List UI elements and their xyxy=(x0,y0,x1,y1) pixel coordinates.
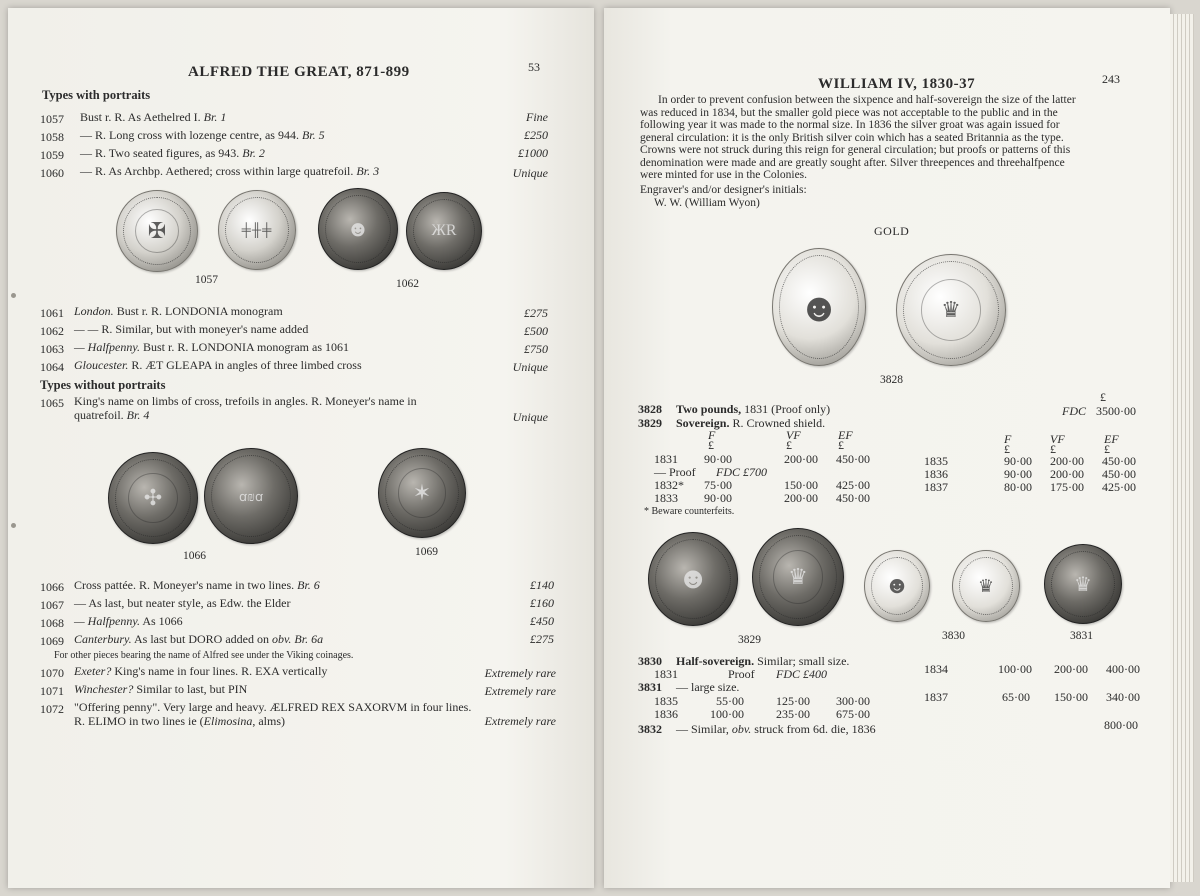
year: — Proof xyxy=(654,465,696,479)
figure-caption: 3829 xyxy=(738,634,761,646)
coin-image: ЖR xyxy=(406,192,482,270)
catalogue-value: Fine xyxy=(526,110,548,124)
year: 1835 xyxy=(654,694,678,708)
currency-symbol: £ xyxy=(1104,442,1110,456)
figure-caption: 1066 xyxy=(183,550,206,562)
coin-image: ꭤ₪ꭤ xyxy=(204,448,298,544)
catalogue-entry-continued: R. ELIMO in two lines ie (Elimosina, alms) xyxy=(74,714,285,728)
grade-header: VF xyxy=(786,428,801,442)
coin-image: ♛ xyxy=(952,550,1020,622)
catalogue-number: 1068 xyxy=(40,616,64,630)
left-page xyxy=(8,8,594,888)
coin-image: ♛ xyxy=(752,528,844,626)
price-f: 100·00 xyxy=(710,707,744,721)
intro-line: was reduced in 1834, but the smaller gold piece was not acceptable to the public and in the xyxy=(640,106,1058,119)
price-ef: 340·00 xyxy=(1106,690,1140,704)
intro-line: following year it was made to the normal size. In 1836 the silver groat was again issued for xyxy=(640,119,1060,131)
catalogue-number: 1066 xyxy=(40,580,64,594)
engraver-value: W. W. (William Wyon) xyxy=(654,197,760,209)
currency-symbol: £ xyxy=(708,438,714,452)
intro-line: Crowns were not struck during this reign for general circulation; but proofs or patterns of this xyxy=(640,144,1071,156)
coin-image: ☻ xyxy=(864,550,930,622)
catalogue-number: 1063 xyxy=(40,342,64,356)
intro-line: were minted for use in the Colonies. xyxy=(640,169,808,181)
footnote: For other pieces bearing the name of Alfred see under the Viking coinages. xyxy=(54,650,354,661)
catalogue-value: £450 xyxy=(530,614,554,628)
catalogue-value: Unique xyxy=(512,360,548,374)
right-page xyxy=(604,8,1170,888)
section-heading: Types without portraits xyxy=(40,378,166,392)
catalogue-entry: — Halfpenny. As 1066 xyxy=(74,614,183,628)
catalogue-number: 1065 xyxy=(40,396,64,410)
figure-caption: 3828 xyxy=(880,374,903,386)
catalogue-entry: "Offering penny". Very large and heavy. ÆLFRED REX SAXORVM in four lines. xyxy=(74,700,472,714)
price-f: 65·00 xyxy=(1002,690,1030,704)
proof-price: FDC £400 xyxy=(776,667,827,681)
page-number: 53 xyxy=(528,60,540,74)
catalogue-entry: Winchester? Similar to last, but PIN xyxy=(74,682,248,696)
coin-image: ♛ xyxy=(1044,544,1122,624)
catalogue-number: 1061 xyxy=(40,306,64,320)
price-vf: 200·00 xyxy=(784,452,818,466)
catalogue-number: 3831 xyxy=(638,680,662,694)
catalogue-entry: — Similar, obv. struck from 6d. die, 1836 xyxy=(676,722,876,736)
catalogue-entry: — R. Two seated figures, as 943. Br. 2 xyxy=(80,146,265,160)
catalogue-number: 1059 xyxy=(40,148,64,162)
catalogue-entry: Bust r. R. As Aethelred I. Br. 1 xyxy=(80,110,227,124)
grade-header: F xyxy=(1004,432,1012,446)
catalogue-number: 3832 xyxy=(638,722,662,736)
price-ef: 450·00 xyxy=(1102,467,1136,481)
catalogue-value: Unique xyxy=(512,166,548,180)
catalogue-value: £275 xyxy=(524,306,548,320)
catalogue-value: £160 xyxy=(530,596,554,610)
price-ef: 400·00 xyxy=(1106,662,1140,676)
figure-caption: 1062 xyxy=(396,278,419,290)
catalogue-value: Extremely rare xyxy=(484,714,556,728)
figure-caption: 1069 xyxy=(415,546,438,558)
currency-symbol: £ xyxy=(838,438,844,452)
catalogue-entry: London. Bust r. R. LONDONIA monogram xyxy=(74,304,283,318)
catalogue-value: Extremely rare xyxy=(484,684,556,698)
catalogue-value: £250 xyxy=(524,128,548,142)
binding-hole xyxy=(11,523,16,528)
year: 1835 xyxy=(924,454,948,468)
page-edges xyxy=(1170,14,1194,882)
proof-price: FDC £700 xyxy=(716,465,767,479)
price-vf: 150·00 xyxy=(1054,690,1088,704)
figure-caption: 3831 xyxy=(1070,630,1093,642)
catalogue-number: 3828 xyxy=(638,402,662,416)
catalogue-value: £500 xyxy=(524,324,548,338)
intro-line: denomination were made and are greatly sought after. Silver threepences and threehalfpence xyxy=(640,156,1065,169)
year: 1836 xyxy=(654,707,678,721)
price-vf: 125·00 xyxy=(776,694,810,708)
catalogue-value: £1000 xyxy=(518,146,548,160)
price-f: 100·00 xyxy=(998,662,1032,676)
price-f: 90·00 xyxy=(704,452,732,466)
price-ef: 675·00 xyxy=(836,707,870,721)
catalogue-number: 1067 xyxy=(40,598,64,612)
catalogue-entry: — — R. Similar, but with moneyer's name added xyxy=(74,322,309,336)
grade-header: F xyxy=(708,428,716,442)
section-heading: GOLD xyxy=(874,224,910,238)
catalogue-entry: Canterbury. As last but DORO added on obv. Br. 6a xyxy=(74,632,324,646)
year: 1831 xyxy=(654,452,678,466)
catalogue-number: 1062 xyxy=(40,324,64,338)
price-vf: 200·00 xyxy=(1054,662,1088,676)
price-ef: 425·00 xyxy=(1102,480,1136,494)
catalogue-entry: Half-sovereign. Similar; small size. xyxy=(676,654,850,668)
footnote: * Beware counterfeits. xyxy=(644,506,735,517)
catalogue-number: 1064 xyxy=(40,360,64,374)
grade-header: VF xyxy=(1050,432,1065,446)
coin-image: ☻ xyxy=(648,532,738,626)
catalogue-entry-continued: quatrefoil. Br. 4 xyxy=(74,408,150,422)
grade-header: EF xyxy=(838,428,853,442)
currency-symbol: £ xyxy=(1100,390,1106,404)
intro-paragraph xyxy=(640,94,1076,182)
catalogue-number: 1071 xyxy=(40,684,64,698)
catalogue-entry: — R. Long cross with lozenge centre, as 944. Br. 5 xyxy=(80,128,325,142)
coin-image: ✣ xyxy=(108,452,198,544)
year: 1834 xyxy=(924,662,948,676)
price-vf: 175·00 xyxy=(1050,480,1084,494)
page-title: WILLIAM IV, 1830-37 xyxy=(818,76,976,92)
catalogue-value: £750 xyxy=(524,342,548,356)
price-ef: 450·00 xyxy=(836,452,870,466)
catalogue-number: 1070 xyxy=(40,666,64,680)
price-f: 90·00 xyxy=(704,491,732,505)
year: 1837 xyxy=(924,690,948,704)
price-ef: 450·00 xyxy=(836,491,870,505)
catalogue-number: 1060 xyxy=(40,166,64,180)
price-ef: 300·00 xyxy=(836,694,870,708)
coin-image: ☻ xyxy=(772,248,866,366)
price-vf: 200·00 xyxy=(784,491,818,505)
catalogue-value: Extremely rare xyxy=(484,666,556,680)
catalogue-number: 1057 xyxy=(40,112,64,126)
currency-symbol: £ xyxy=(1050,442,1056,456)
catalogue-entry: Sovereign. R. Crowned shield. xyxy=(676,416,826,430)
page-number: 243 xyxy=(1102,72,1120,86)
intro-line: In order to prevent confusion between the sixpence and half-sovereign the size of the latter xyxy=(658,94,1076,106)
price-vf: 235·00 xyxy=(776,707,810,721)
price-f: 90·00 xyxy=(1004,454,1032,468)
year: 1831 xyxy=(654,667,678,681)
year: 1837 xyxy=(924,480,948,494)
engraver-label: Engraver's and/or designer's initials: xyxy=(640,184,807,196)
coin-image: ✶ xyxy=(378,448,466,538)
price-f: 80·00 xyxy=(1004,480,1032,494)
catalogue-entry: — R. As Archbp. Aethered; cross within large quatrefoil. Br. 3 xyxy=(80,164,380,178)
price-vf: 200·00 xyxy=(1050,454,1084,468)
section-heading: Types with portraits xyxy=(42,88,151,102)
catalogue-entry: Exeter? King's name in four lines. R. EXA vertically xyxy=(74,664,328,678)
catalogue-entry: King's name on limbs of cross, trefoils in angles. R. Moneyer's name in xyxy=(74,394,417,408)
catalogue-number: 1072 xyxy=(40,702,64,716)
price-f: 75·00 xyxy=(704,478,732,492)
catalogue-entry: Gloucester. R. ÆT GLEAPA in angles of three limbed cross xyxy=(74,358,362,372)
fdc-label: FDC xyxy=(1062,404,1086,418)
year: 1832* xyxy=(654,478,684,492)
grade-header: EF xyxy=(1104,432,1119,446)
binding-hole xyxy=(11,293,16,298)
catalogue-number: 1058 xyxy=(40,130,64,144)
proof-label: Proof xyxy=(728,667,755,681)
price-ef: 425·00 xyxy=(836,478,870,492)
catalogue-value: 3500·00 xyxy=(1096,404,1136,418)
price-ef: 450·00 xyxy=(1102,454,1136,468)
page-title: ALFRED THE GREAT, 871-899 xyxy=(188,64,410,80)
catalogue-entry: — Halfpenny. Bust r. R. LONDONIA monogram as 1061 xyxy=(74,340,349,354)
price-vf: 150·00 xyxy=(784,478,818,492)
catalogue-entry: — As last, but neater style, as Edw. the Elder xyxy=(74,596,291,610)
catalogue-value: £140 xyxy=(530,578,554,592)
currency-symbol: £ xyxy=(1004,442,1010,456)
currency-symbol: £ xyxy=(786,438,792,452)
price-f: 55·00 xyxy=(716,694,744,708)
catalogue-value: £275 xyxy=(530,632,554,646)
figure-caption: 3830 xyxy=(942,630,965,642)
coin-image: ♛ xyxy=(896,254,1006,366)
catalogue-value: 800·00 xyxy=(1104,718,1138,732)
coin-image: ☻ xyxy=(318,188,398,270)
coin-image: ╪╫╪ xyxy=(218,190,296,270)
catalogue-entry: Two pounds, 1831 (Proof only) xyxy=(676,402,831,416)
catalogue-entry: Cross pattée. R. Moneyer's name in two lines. Br. 6 xyxy=(74,578,320,592)
catalogue-value: Unique xyxy=(512,410,548,424)
catalogue-number: 3830 xyxy=(638,654,662,668)
catalogue-number: 3829 xyxy=(638,416,662,430)
year: 1833 xyxy=(654,491,678,505)
figure-caption: 1057 xyxy=(195,274,218,286)
coin-image: ✠ xyxy=(116,190,198,272)
catalogue-entry: — large size. xyxy=(676,680,740,694)
intro-line: general circulation: it is the only British silver coin which has a seated Britannia as the type. xyxy=(640,131,1064,144)
price-vf: 200·00 xyxy=(1050,467,1084,481)
year: 1836 xyxy=(924,467,948,481)
price-f: 90·00 xyxy=(1004,467,1032,481)
catalogue-number: 1069 xyxy=(40,634,64,648)
